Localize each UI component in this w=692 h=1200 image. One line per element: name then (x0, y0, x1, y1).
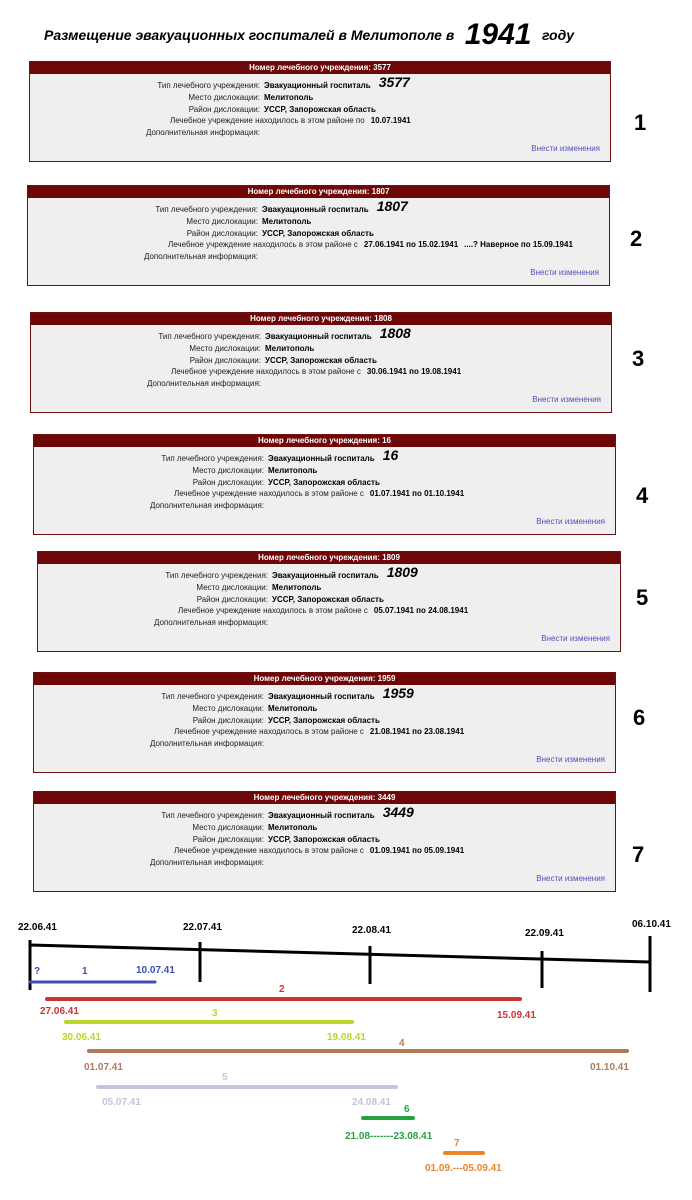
timeline-start-label: 01.07.41 (84, 1062, 123, 1073)
region-label: Район дислокации: (192, 834, 264, 844)
timeline-start-label: 01.09.---05.09.41 (425, 1163, 502, 1174)
edit-link[interactable]: Внести изменения (541, 634, 610, 643)
card-header: Номер лечебного учреждения: 1809 (38, 552, 620, 564)
timeline-end-label: 19.08.41 (327, 1032, 366, 1043)
type-value: Эвакуационный госпиталь (265, 332, 372, 341)
place-label: Место дислокации: (186, 216, 258, 226)
timeline-end-label: 15.09.41 (497, 1010, 536, 1021)
type-value: Эвакуационный госпиталь (268, 454, 375, 463)
timeline-tick-label: 22.07.41 (183, 922, 222, 933)
place-value: Мелитополь (272, 582, 322, 592)
hospital-number: 1808 (379, 325, 411, 341)
place-label: Место дислокации: (189, 343, 261, 353)
period-label: Лечебное учреждение находилось в этом районе с (174, 846, 364, 856)
period-value: 30.06.1941 по 19.08.1941 (366, 367, 462, 377)
period-label: Лечебное учреждение находилось в этом районе с (174, 727, 364, 737)
side-number: 6 (633, 705, 646, 730)
timeline-start-label: ? (34, 966, 41, 977)
hospital-number: 1807 (376, 198, 408, 214)
type-label: Тип лечебного учреждения: (161, 454, 264, 463)
place-label: Место дислокации: (188, 92, 260, 102)
period-label: Лечебное учреждение находилось в этом районе с (178, 606, 368, 616)
extra-label: Дополнительная информация: (149, 739, 264, 749)
timeline-tick-label: 22.08.41 (352, 925, 391, 936)
period-label: Лечебное учреждение находилось в этом районе по (170, 116, 365, 126)
place-label: Место дислокации: (192, 465, 264, 475)
type-label: Тип лечебного учреждения: (161, 692, 264, 701)
type-value: Эвакуационный госпиталь (272, 571, 379, 580)
card-header: Номер лечебного учреждения: 1959 (34, 673, 615, 685)
place-label: Место дислокации: (192, 703, 264, 713)
region-value: УССР, Запорожская область (264, 104, 376, 114)
title-suffix: году (541, 27, 575, 43)
timeline-bar-id: 7 (454, 1138, 460, 1149)
edit-link[interactable]: Внести изменения (531, 144, 600, 153)
region-value: УССР, Запорожская область (265, 355, 377, 365)
type-value: Эвакуационный госпиталь (268, 692, 375, 701)
timeline-tick-label: 22.06.41 (18, 922, 57, 933)
region-value: УССР, Запорожская область (268, 477, 380, 487)
extra-label: Дополнительная информация: (143, 252, 258, 262)
timeline-end-label: 10.07.41 (136, 965, 175, 976)
region-value: УССР, Запорожская область (262, 228, 374, 238)
place-value: Мелитополь (268, 703, 318, 713)
place-value: Мелитополь (262, 216, 312, 226)
extra-label: Дополнительная информация: (145, 128, 260, 138)
timeline-bar-id: 3 (212, 1008, 218, 1019)
period-note: ....? Наверное по 15.09.1941 (464, 240, 573, 250)
timeline-tick-label: 22.09.41 (525, 928, 564, 939)
side-number: 5 (636, 585, 649, 610)
type-value: Эвакуационный госпиталь (268, 811, 375, 820)
extra-label: Дополнительная информация: (153, 618, 268, 628)
period-value: 27.06.1941 по 15.02.1941 (363, 240, 459, 250)
card-header: Номер лечебного учреждения: 3577 (30, 62, 610, 74)
place-label: Место дислокации: (196, 582, 268, 592)
side-number: 2 (630, 226, 643, 251)
timeline-bar-id: 4 (399, 1038, 405, 1049)
period-value: 21.08.1941 по 23.08.1941 (369, 727, 465, 737)
place-value: Мелитополь (268, 822, 318, 832)
card-header: Номер лечебного учреждения: 1808 (31, 313, 611, 325)
region-label: Район дислокации: (192, 477, 264, 487)
region-label: Район дислокации: (192, 715, 264, 725)
timeline-axis (30, 945, 650, 962)
timeline-start-label: 30.06.41 (62, 1032, 101, 1043)
hospital-number: 3449 (382, 804, 414, 820)
region-value: УССР, Запорожская область (268, 834, 380, 844)
region-label: Район дислокации: (189, 355, 261, 365)
edit-link[interactable]: Внести изменения (536, 517, 605, 526)
extra-label: Дополнительная информация: (146, 379, 261, 389)
timeline-start-label: 21.08-------23.08.41 (345, 1131, 433, 1142)
timeline-bar-id: 2 (279, 984, 285, 995)
timeline-bar-id: 5 (222, 1072, 228, 1083)
period-label: Лечебное учреждение находилось в этом районе с (174, 489, 364, 499)
place-label: Место дислокации: (192, 822, 264, 832)
period-value: 01.07.1941 по 01.10.1941 (369, 489, 465, 499)
title-prefix: Размещение эвакуационных госпиталей в Мелитополе в (44, 27, 455, 43)
edit-link[interactable]: Внести изменения (532, 395, 601, 404)
edit-link[interactable]: Внести изменения (536, 874, 605, 883)
timeline-start-label: 27.06.41 (40, 1006, 79, 1017)
region-label: Район дислокации: (188, 104, 260, 114)
hospital-number: 16 (382, 447, 399, 463)
period-label: Лечебное учреждение находилось в этом районе с (171, 367, 361, 377)
side-number: 3 (632, 346, 645, 371)
timeline-bar-id: 1 (82, 966, 88, 977)
period-value: 10.07.1941 (370, 116, 411, 126)
title-year: 1941 (464, 18, 532, 51)
timeline-bar-id: 6 (404, 1104, 410, 1115)
period-value: 05.07.1941 по 24.08.1941 (373, 606, 469, 616)
edit-link[interactable]: Внести изменения (530, 268, 599, 277)
type-value: Эвакуационный госпиталь (264, 81, 371, 90)
hospital-number: 1959 (382, 685, 414, 701)
timeline-tick-label: 06.10.41 (632, 919, 671, 930)
extra-label: Дополнительная информация: (149, 501, 264, 511)
region-value: УССР, Запорожская область (272, 594, 384, 604)
type-label: Тип лечебного учреждения: (155, 205, 258, 214)
type-value: Эвакуационный госпиталь (262, 205, 369, 214)
period-value: 01.09.1941 по 05.09.1941 (369, 846, 465, 856)
region-label: Район дислокации: (196, 594, 268, 604)
place-value: Мелитополь (264, 92, 314, 102)
place-value: Мелитополь (265, 343, 315, 353)
period-label: Лечебное учреждение находилось в этом районе с (168, 240, 358, 250)
edit-link[interactable]: Внести изменения (536, 755, 605, 764)
extra-label: Дополнительная информация: (149, 858, 264, 868)
timeline-start-label: 05.07.41 (102, 1097, 141, 1108)
hospital-number: 3577 (378, 74, 410, 90)
side-number: 1 (634, 110, 647, 135)
timeline-end-label: 24.08.41 (352, 1097, 391, 1108)
hospital-number: 1809 (386, 564, 418, 580)
card-header: Номер лечебного учреждения: 1807 (28, 186, 609, 198)
type-label: Тип лечебного учреждения: (158, 332, 261, 341)
region-value: УССР, Запорожская область (268, 715, 380, 725)
timeline-end-label: 01.10.41 (590, 1062, 629, 1073)
side-number: 4 (636, 483, 649, 508)
type-label: Тип лечебного учреждения: (161, 811, 264, 820)
card-header: Номер лечебного учреждения: 3449 (34, 792, 615, 804)
side-number: 7 (632, 842, 645, 867)
region-label: Район дислокации: (186, 228, 258, 238)
type-label: Тип лечебного учреждения: (165, 571, 268, 580)
place-value: Мелитополь (268, 465, 318, 475)
card-header: Номер лечебного учреждения: 16 (34, 435, 615, 447)
type-label: Тип лечебного учреждения: (157, 81, 260, 90)
